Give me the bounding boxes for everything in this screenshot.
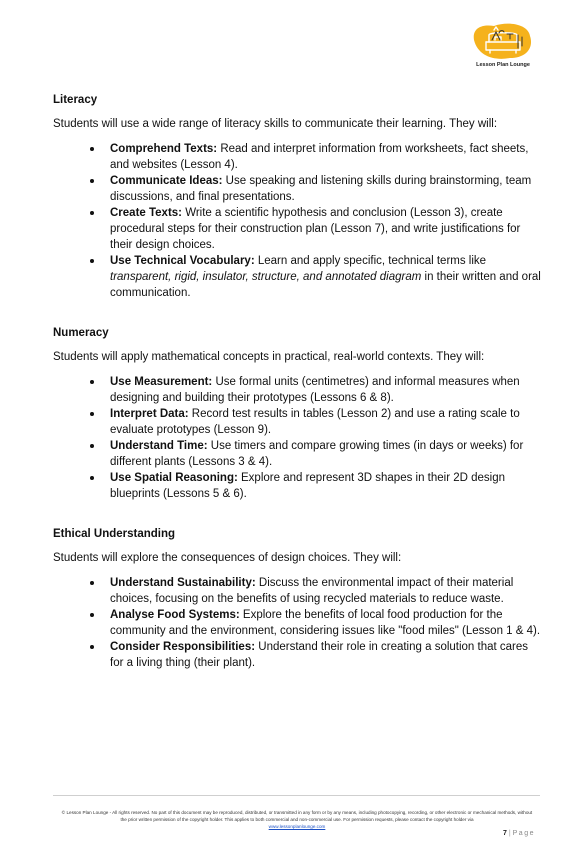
bullet-list: [53, 141, 543, 301]
section-heading: Literacy: [53, 94, 98, 106]
item-text: Discuss the environmental impact of their material choices, focusing on the benefits of using recycled materials to reduce waste.: [110, 577, 514, 605]
list-item: [110, 607, 543, 639]
item-text: Learn and apply specific, technical terms like: [254, 255, 487, 267]
numeracy-section: [53, 325, 543, 502]
page-number-value: 7: [503, 830, 507, 837]
list-item: [110, 205, 543, 253]
logo-text: Lesson Plan Lounge: [476, 62, 530, 68]
list-item: [110, 575, 543, 607]
copyright-text: © Lesson Plan Lounge - All rights reserved. No part of this document may be reproduced, distributed, or transmitted in any form or by any means, including photocopying, recording, or other electronic or mechanical methods, without the prior written permission of the copyright holder. This applies to both commercial and non-commercial use. For permission requests, please contact the copyright holder via: [61, 810, 533, 822]
item-text-after: in their written and oral communication.: [110, 271, 541, 299]
list-item: [110, 173, 543, 205]
item-text: Write a scientific hypothesis and conclusion (Lesson 3), create procedural steps for their construction plan (Lesson 7), and write justifications for their design choices.: [110, 207, 521, 251]
list-item: [110, 374, 543, 406]
bullet-list: [53, 374, 543, 502]
list-item: [110, 438, 543, 470]
item-text: Record test results in tables (Lesson 2) and use a rating scale to evaluate prototypes (Lesson 9).: [110, 408, 520, 436]
item-text: Understand their role in creating a solution that cares for a living thing (their plant).: [110, 641, 529, 669]
page-number: [503, 830, 535, 837]
item-text: Use timers and compare growing times (in days or weeks) for different plants (Lessons 3 & 4).: [110, 440, 524, 468]
copyright-notice: [58, 809, 536, 830]
item-term: Interpret Data:: [110, 408, 189, 420]
item-term: Communicate Ideas:: [110, 175, 223, 187]
ethical-understanding-section: [53, 526, 543, 671]
item-term: Understand Time:: [110, 440, 208, 452]
item-text: Read and interpret information from worksheets, fact sheets, and websites (Lesson 4).: [110, 143, 529, 171]
footer-divider: [53, 795, 540, 796]
item-italic-text: transparent, rigid, insulator, structure, and annotated diagram: [110, 271, 422, 283]
list-item: [110, 253, 543, 301]
section-heading: Ethical Understanding: [53, 528, 176, 540]
item-term: Create Texts:: [110, 207, 183, 219]
item-text: Use speaking and listening skills during brainstorming, team discussions, and final presentations.: [110, 175, 532, 203]
item-term: Comprehend Texts:: [110, 143, 218, 155]
literacy-section: [53, 92, 543, 301]
bullet-list: [53, 575, 543, 671]
lesson-plan-lounge-logo: [470, 22, 536, 74]
item-term: Use Measurement:: [110, 376, 213, 388]
list-item: [110, 141, 543, 173]
section-intro: Students will apply mathematical concepts in practical, real-world contexts. They will:: [53, 351, 485, 363]
item-text: Explore the benefits of local food production for the community and the environment, considering issues like "food miles" (Lesson 1 & 4).: [110, 609, 541, 637]
item-term: Consider Responsibilities:: [110, 641, 256, 653]
section-intro: Students will explore the consequences of design choices. They will:: [53, 552, 402, 564]
list-item: [110, 406, 543, 438]
section-heading: Numeracy: [53, 327, 109, 339]
section-intro: Students will use a wide range of literacy skills to communicate their learning. They will:: [53, 118, 498, 130]
item-term: Analyse Food Systems:: [110, 609, 240, 621]
page-content: [53, 92, 543, 695]
sofa-logo-icon: [470, 22, 536, 62]
item-term: Understand Sustainability:: [110, 577, 256, 589]
page-separator: |: [508, 830, 511, 837]
item-term: Use Technical Vocabulary:: [110, 255, 255, 267]
item-term: Use Spatial Reasoning:: [110, 472, 238, 484]
page-word: Page: [512, 830, 535, 837]
list-item: [110, 639, 543, 671]
list-item: [110, 470, 543, 502]
item-text: Explore and represent 3D shapes in their 2D design blueprints (Lessons 5 & 6).: [110, 472, 506, 500]
item-text: Use formal units (centimetres) and informal measures when designing and building their prototypes (Lessons 6 & 8).: [110, 376, 520, 404]
website-link[interactable]: www.lessonplanlounge.com: [268, 824, 326, 829]
